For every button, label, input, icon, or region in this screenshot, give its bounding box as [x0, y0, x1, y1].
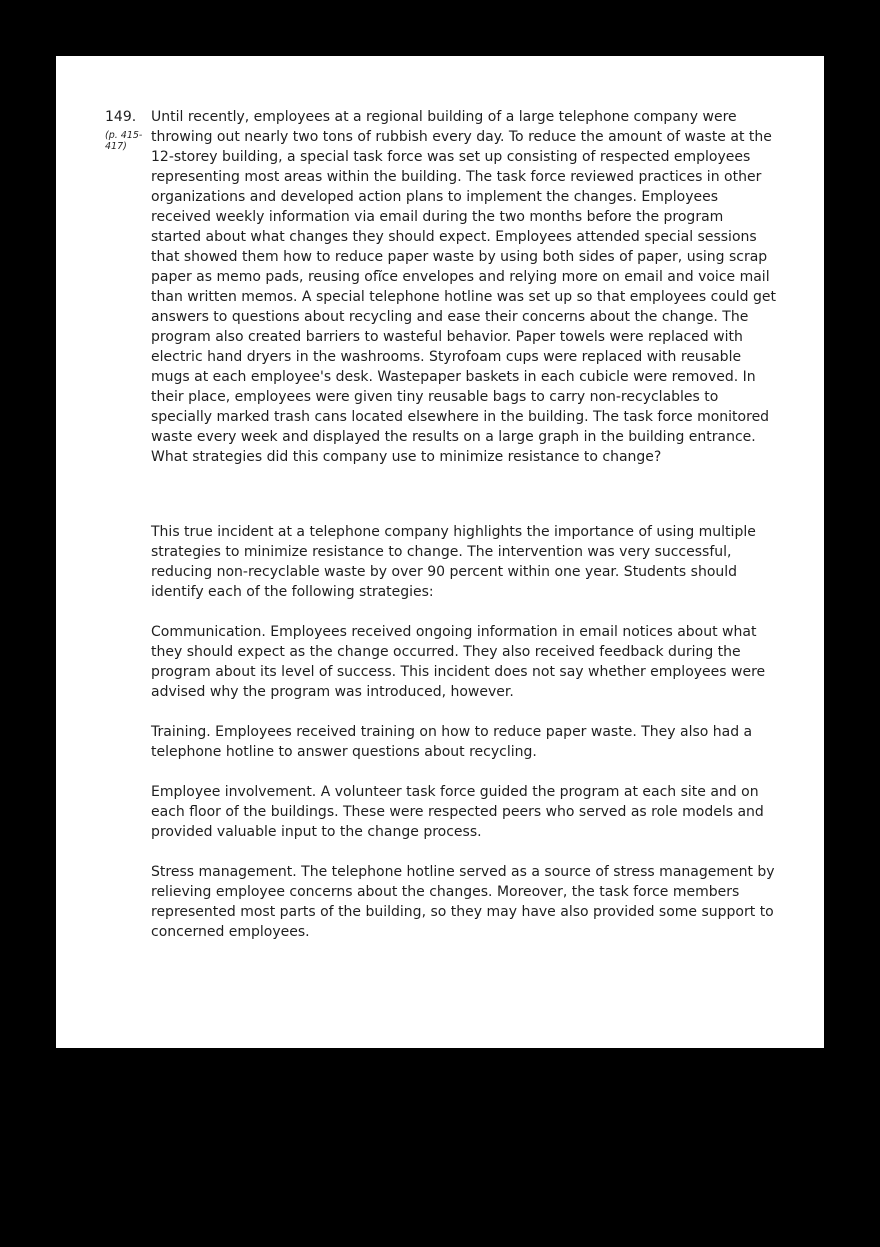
answer-training-paragraph: Training. Employees received training on how to reduce paper waste. They also had a telephone hotline to answer questions about recycling.	[151, 724, 753, 760]
question-text: Until recently, employees at a regional building of a large telephone company were throwing out nearly two tons of rubbish every day. To reduce the amount of waste at the 12-storey building, a special task force was set up consisting of respected employees representing most areas within the building. The task force reviewed practices in other organizations and developed action plans to implement the changes. Employees received weekly information via email during the two months before the program started about what changes they should expect. Employees attended special sessions that showed them how to reduce paper waste by using both sides of paper, using scrap paper as memo pads, reusing ofĩce envelopes and relying more on email and voice mail than written memos. A special telephone hotline was set up so that employees could get answers to questions about recycling and ease their concerns about the change. The program also created barriers to wasteful behavior. Paper towels were replaced with electric hand dryers in the washrooms. Styrofoam cups were replaced with reusable mugs at each employee's desk. Wastepaper baskets in each cubicle were removed. In their place, employees were given tiny reusable bags to carry non-recyclables to specially marked trash cans located elsewhere in the building. The task force monitored waste every week and displayed the results on a large graph in the building entrance. What strategies did this company use to minimize resistance to change?	[151, 109, 776, 465]
question-number-column	[105, 107, 151, 152]
question-block	[56, 107, 824, 467]
answer-stress-management-paragraph: Stress management. The telephone hotline served as a source of stress management by relieving employee concerns about the changes. Moreover, the task force members represented most parts of the building, so they may have also provided some support to concerned employees.	[151, 864, 775, 940]
answer-communication-paragraph: Communication. Employees received ongoing information in email notices about what they should expect as the change occurred. They also received feedback during the program about its level of success. This incident does not say whether employees were advised why the program was introduced, however.	[151, 624, 766, 700]
answer-block	[151, 522, 776, 942]
answer-employee-involvement-paragraph: Employee involvement. A volunteer task force guided the program at each site and on each floor of the buildings. These were respected peers who served as role models and provided valuable input to the change process.	[151, 784, 764, 840]
answer-intro-paragraph: This true incident at a telephone company highlights the importance of using multiple strategies to minimize resistance to change. The intervention was very successful, reducing non-recyclable waste by over 90 percent within one year. Students should identify each of the following strategies:	[151, 524, 756, 600]
question-page-reference: (p. 415-417)	[105, 130, 143, 152]
document-page	[56, 56, 824, 1048]
question-number: 149.	[105, 109, 137, 125]
